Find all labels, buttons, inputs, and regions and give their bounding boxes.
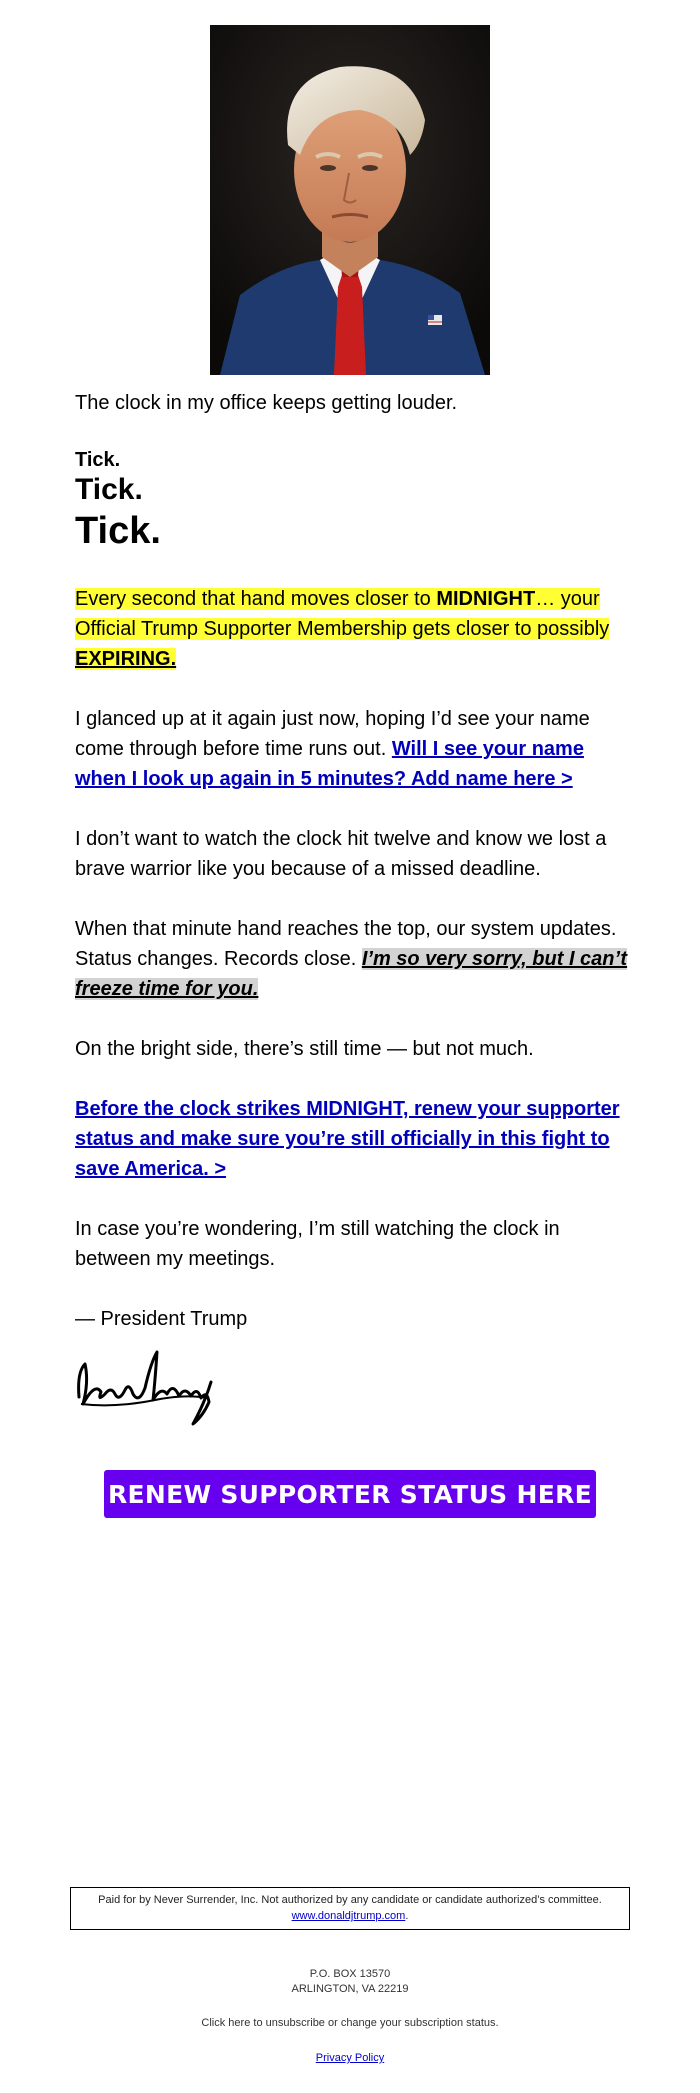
paragraph-deadline: I don’t want to watch the clock hit twelve and know we lost a brave warrior like you because of a missed deadline. <box>75 828 607 880</box>
portrait-illustration <box>210 25 490 375</box>
tick-medium: Tick. <box>75 473 143 506</box>
renew-status-link[interactable]: Before the clock strikes MIDNIGHT, renew your supporter status and make sure you’re still officially in this fight to save America. > <box>75 1098 620 1180</box>
address-line-1: P.O. BOX 13570 <box>309 1968 391 1980</box>
sorry-emphasis: I’m so very sorry, but I can’t freeze time for you. <box>75 948 628 1000</box>
website-link[interactable]: www.donaldjtrump.com <box>291 1910 406 1922</box>
privacy-policy-link[interactable]: Privacy Policy <box>315 2052 385 2064</box>
tick-large: Tick. <box>75 510 161 552</box>
paragraph-glance-text: I glanced up at it again just now, hoping I’d see your name come through before time runs out. <box>75 708 590 760</box>
disclaimer-link-line <box>71 1908 629 1924</box>
address-line-2: ARLINGTON, VA 22219 <box>291 1983 409 1995</box>
paragraph-watching: In case you’re wondering, I’m still watching the clock in between my meetings. <box>75 1218 560 1270</box>
renew-supporter-status-button[interactable]: RENEW SUPPORTER STATUS HERE <box>104 1470 596 1518</box>
add-name-link[interactable]: Will I see your name when I look up again in 5 minutes? Add name here > <box>75 738 584 790</box>
highlight-midnight: MIDNIGHT <box>436 588 536 610</box>
unsubscribe-label[interactable]: Click here to unsubscribe or change your subscription status. <box>201 2017 499 2029</box>
disclaimer-text: Paid for by Never Surrender, Inc. Not authorized by any candidate or candidate authorized’s committee. <box>98 1894 602 1906</box>
paragraph-minute-hand-text: When that minute hand reaches the top, our system updates. Status changes. Records close. <box>75 918 617 970</box>
tick-small: Tick. <box>75 449 121 471</box>
privacy-row <box>0 2051 700 2066</box>
paragraph-glance <box>75 704 635 794</box>
highlight-text-c: … your Official Trump Supporter Membership gets closer to possibly <box>75 588 610 640</box>
unsubscribe-text[interactable] <box>0 2016 700 2031</box>
highlight-paragraph <box>75 584 635 674</box>
paragraph-bright-side: On the bright side, there’s still time — but not much. <box>75 1038 534 1060</box>
disclaimer-period: . <box>405 1910 409 1922</box>
highlight-text-a: Every second that hand moves closer to <box>75 588 437 610</box>
highlight-expiring: EXPIRING. <box>75 648 177 670</box>
intro-text: The clock in my office keeps getting louder. <box>75 392 458 414</box>
paid-for-disclaimer <box>70 1887 630 1930</box>
signature-icon <box>75 1342 215 1427</box>
paragraph-minute-hand <box>75 914 635 1004</box>
portrait-photo <box>210 25 490 375</box>
paragraph-renew <box>75 1094 635 1184</box>
mailing-address <box>0 1967 700 1997</box>
email-body <box>75 388 635 1432</box>
signoff: — President Trump <box>75 1308 248 1330</box>
